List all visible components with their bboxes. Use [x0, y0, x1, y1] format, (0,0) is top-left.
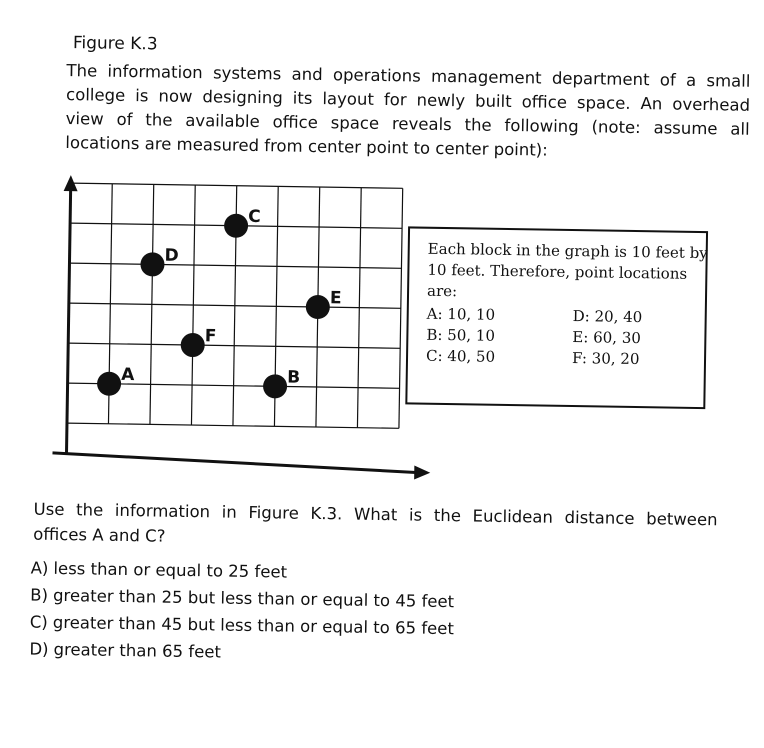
location-c: C: 40, 50 — [425, 346, 496, 366]
location-b: B: 50, 10 — [426, 325, 496, 345]
point-label-a: A — [121, 364, 135, 386]
intro-paragraph — [65, 59, 750, 166]
option-text: less than or equal to 25 feet — [53, 558, 288, 582]
info-description: Each block in the graph is 10 feet by 10 feet. Therefore, point locations are: — [426, 239, 708, 301]
location-e: E: 60, 30 — [572, 328, 642, 348]
intro-line: view of the available office space reveals the following (note: assume all — [65, 109, 750, 139]
location-list — [426, 304, 705, 371]
point-label-e: E — [329, 288, 342, 309]
point-e — [306, 295, 330, 319]
intro-line: The information systems and operations management department of a small — [66, 61, 751, 91]
figure-title: Figure K.3 — [72, 33, 158, 55]
point-label-b: B — [287, 367, 301, 388]
y-axis — [66, 187, 70, 453]
question-line: Use the information in Figure K.3. What is the Euclidean distance between — [33, 499, 718, 530]
point-f — [181, 333, 205, 357]
option-text: greater than 25 but less than or equal to 45 feet — [52, 585, 455, 612]
location-a: A: 10, 10 — [426, 304, 496, 324]
office-grid-chart — [46, 173, 451, 497]
location-f: F: 30, 20 — [571, 349, 640, 369]
point-a — [97, 372, 121, 396]
x-axis — [52, 453, 418, 473]
option-letter: A) — [30, 558, 49, 578]
option-text: greater than 45 but less than or equal to 65 feet — [52, 612, 455, 639]
option-letter: C) — [29, 612, 48, 632]
point-label-f: F — [204, 326, 217, 347]
location-d: D: 20, 40 — [572, 307, 643, 327]
point-label-d: D — [164, 245, 179, 266]
point-d — [140, 252, 164, 276]
point-c — [224, 214, 248, 238]
info-box — [405, 226, 708, 409]
point-b — [263, 374, 287, 398]
answer-options — [29, 555, 455, 670]
option-text: greater than 65 feet — [53, 639, 222, 662]
question-text — [33, 497, 718, 558]
x-axis-arrow-icon — [414, 466, 430, 480]
intro-line: college is now designing its layout for newly built office space. An overhead — [65, 85, 751, 115]
question-line: offices A and C? — [33, 524, 166, 546]
point-label-c: C — [248, 206, 261, 228]
option-letter: B) — [30, 585, 49, 605]
option-letter: D) — [29, 639, 49, 659]
intro-line: locations are measured from center point to center point): — [65, 133, 548, 160]
